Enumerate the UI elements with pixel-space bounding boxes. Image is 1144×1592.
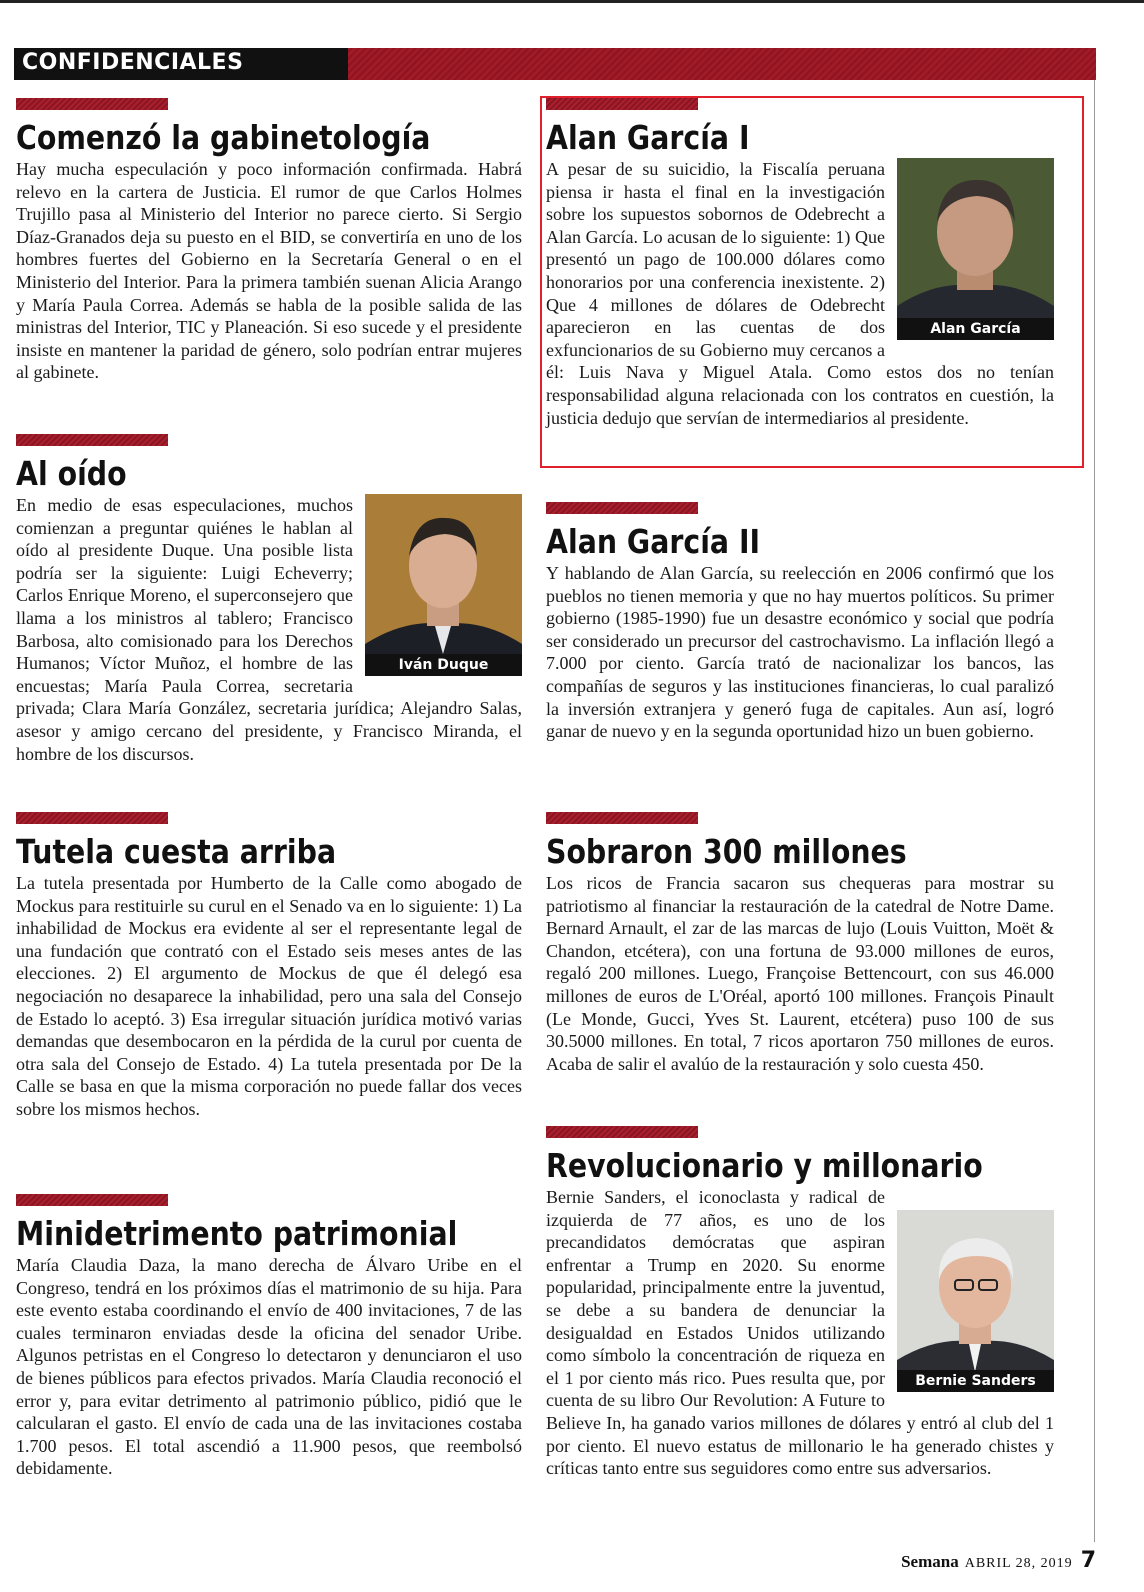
- article-body: María Claudia Daza, la mano derecha de Álvaro Uribe en el Congreso, tendrá en los próximos días el matrimonio de su hija. Para este evento estaba coordinando el envío de 400 invitaciones, 7 de las cuales terminaron enviadas desde la oficina del senador Uribe. Algunos petristas en el Congreso lo detectaron y denunciaron el uso de bienes públicos para efectos privados. María Claudia reconoció el error y, para evitar detrimento al patrimonio público, pidió que le calcularan el gasto. El envío de cada una de las invitaciones costaba 1.700 pesos. El total ascendió a 11.900 pesos, que reembolsó debidamente.: [16, 1255, 522, 1479]
- article-sanders: [546, 1126, 1054, 1480]
- photo-caption: Bernie Sanders: [897, 1370, 1054, 1392]
- top-rule: [0, 0, 1144, 3]
- section-accent-bar: [16, 98, 168, 110]
- article-garcia-1: [546, 98, 1054, 429]
- duque-photo: [365, 494, 522, 676]
- section-accent-bar: [546, 502, 698, 514]
- article-title: Minidetrimento patrimonial: [16, 1214, 458, 1253]
- article-body: Hay mucha especulación y poco información confirmada. Habrá relevo en la cartera de Justicia. El rumor de que Carlos Holmes Trujillo pasa al Ministerio del Interior no parece cierto. Si Sergio Díaz-Granados deja su puesto en el BID, se convertiría en uno de los hombres fuertes del Gobierno en la Secretaría General o en el Ministerio del Interior. Para la primera también suenan Alicia Arango y María Paula Correa. Además se habla de la posible salida de las ministras del Interior, TIC y Planeación. Si eso sucede y el presidente insiste en mantener la paridad de género, solo podrían entrar mujeres al gabinete.: [16, 159, 522, 383]
- article-sobraron: [546, 812, 1054, 1075]
- article-gabinete: [16, 98, 522, 384]
- portrait-image: [365, 494, 522, 676]
- article-title: Alan García II: [546, 522, 761, 561]
- photo-caption: Alan García: [897, 318, 1054, 340]
- section-accent-bar: [16, 1194, 168, 1206]
- article-body: La tutela presentada por Humberto de la Calle como abogado de Mockus para restituirle su curul en el Senado va en lo siguiente: 1) La inhabilidad de Mockus era evidente al ser el representante legal de una fundación que contrató con el Estado seis meses antes de las elecciones. 2) El argumento de Mockus de que él delegó esa negociación no desaparece la inhabilidad, pero una sala del Consejo de Estado lo aceptó. 3) Esa irregular situación jurídica motivó varias demandas que desembocaron en la pérdida de la curul por cuenta de otra sala del Consejo de Estado. 4) La tutela presentada por De la Calle se basa en que la misma corporación no puede fallar dos veces sobre los mismos hechos.: [16, 873, 522, 1119]
- magazine-name: Semana: [901, 1552, 959, 1571]
- page-footer: [901, 1548, 1096, 1573]
- portrait-image: [897, 158, 1054, 340]
- article-oido: [16, 434, 522, 765]
- article-title: Alan García I: [546, 118, 750, 157]
- section-label: CONFIDENCIALES: [22, 50, 244, 75]
- article-garcia-2: [546, 502, 1054, 743]
- issue-date: ABRIL 28, 2019: [964, 1556, 1073, 1571]
- page-number: 7: [1080, 1548, 1096, 1573]
- section-accent-bar: [546, 98, 698, 110]
- garcia-photo: [897, 158, 1054, 340]
- article-body: Los ricos de Francia sacaron sus chequeras para mostrar su patriotismo al financiar la restauración de la catedral de Notre Dame. Bernard Arnault, el zar de las marcas de lujo (Louis Vuitton, Moët & Chandon, etcétera), con una fortuna de 93.000 millones de euros, regaló 200 millones. Luego, Françoise Bettencourt, con sus 46.000 millones de euros de L'Oréal, aportó 100 millones. François Pinault (Le Monde, Gucci, Yves St. Laurent, etcétera) puso 100 de sus 30.5000 millones. En total, 7 ricos aportaron 750 millones de euros. Acaba de salir el avalúo de la restauración y solo cuesta 450.: [546, 873, 1054, 1074]
- article-tutela: [16, 812, 522, 1121]
- section-accent-bar: [546, 812, 698, 824]
- article-title: Comenzó la gabinetología: [16, 118, 431, 157]
- column-rule: [1094, 80, 1095, 1542]
- section-accent-bar: [546, 1126, 698, 1138]
- article-title: Al oído: [16, 454, 127, 493]
- article-body: Bernie Sanders, el iconoclasta y radical de izquierda de 77 años, es uno de los precandidatos demócratas que aspiran enfrentar a Trump en 2020. Su enorme popularidad, principalmente entre la juventud, se debe a su bandera de denunciar la desigualdad en Estados Unidos utilizando como símbolo la concentración de riqueza en el 1 por ciento más rico. Pues resulta que, por cuenta de su libro Our Revolution: A Future to Believe In, ha ganado varios millones de dólares y entró al club del 1 por ciento. El nuevo estatus de millonario le ha generado chistes y críticas tanto entre sus seguidores como entre sus adversarios.: [546, 1187, 1054, 1479]
- portrait-image: [897, 1210, 1054, 1392]
- article-body: A pesar de su suicidio, la Fiscalía peruana piensa ir hasta el final en la investigación sobre los supuestos sobornos de Odebrecht a Alan García. Lo acusan de lo siguiente: 1) Que presentó un pago de 100.000 dólares como honorarios por una conferencia inexistente. 2) Que 4 millones de dólares de Odebrecht aparecieron en las cuentas de dos exfuncionarios de su Gobierno muy cercanos a él: Luis Nava y Miguel Atala. Como estos dos no tenían responsabilidad alguna relacionada con los contratos en cuestión, la justicia dedujo que servían de intermediarios al presidente.: [546, 159, 1054, 428]
- section-accent-bar: [16, 434, 168, 446]
- photo-caption: Iván Duque: [365, 654, 522, 676]
- section-banner: [14, 48, 1096, 80]
- section-accent-bar: [16, 812, 168, 824]
- article-body: Y hablando de Alan García, su reelección en 2006 confirmó que los pueblos no tienen memoria y que no hay muertos políticos. Su primer gobierno (1985-1990) fue un desastre económico y social que podría ser considerado un precursor del castrochavismo. La inflación llegó a 7.000 por ciento. García trató de nacionalizar los bancos, las compañías de seguros y las instituciones financieras, lo cual paralizó la inversión extranjera y generó fuga de capitales. Aun así, logró ganar de nuevo y en la segunda oportunidad hizo un buen gobierno.: [546, 563, 1054, 742]
- article-title: Sobraron 300 millones: [546, 832, 907, 871]
- article-body: En medio de esas especulaciones, muchos comienzan a preguntar quiénes le hablan al oído al presidente Duque. Una posible lista podría ser la siguiente: Luigi Echeverry; Carlos Enrique Moreno, el superconsejero que llama a los ministros al tablero; Francisco Barbosa, alto comisionado para los Derechos Humanos; Víctor Muñoz, el hombre de las encuestas; María Paula Correa, secretaria privada; Clara María González, secretaria jurídica; Alejandro Salas, asesor y amigo cercano del presidente, y Francisco Miranda, el hombre de los discursos.: [16, 495, 522, 764]
- article-title: Revolucionario y millonario: [546, 1146, 983, 1185]
- article-minidetrimento: [16, 1194, 522, 1480]
- sanders-photo: [897, 1210, 1054, 1392]
- article-title: Tutela cuesta arriba: [16, 832, 337, 871]
